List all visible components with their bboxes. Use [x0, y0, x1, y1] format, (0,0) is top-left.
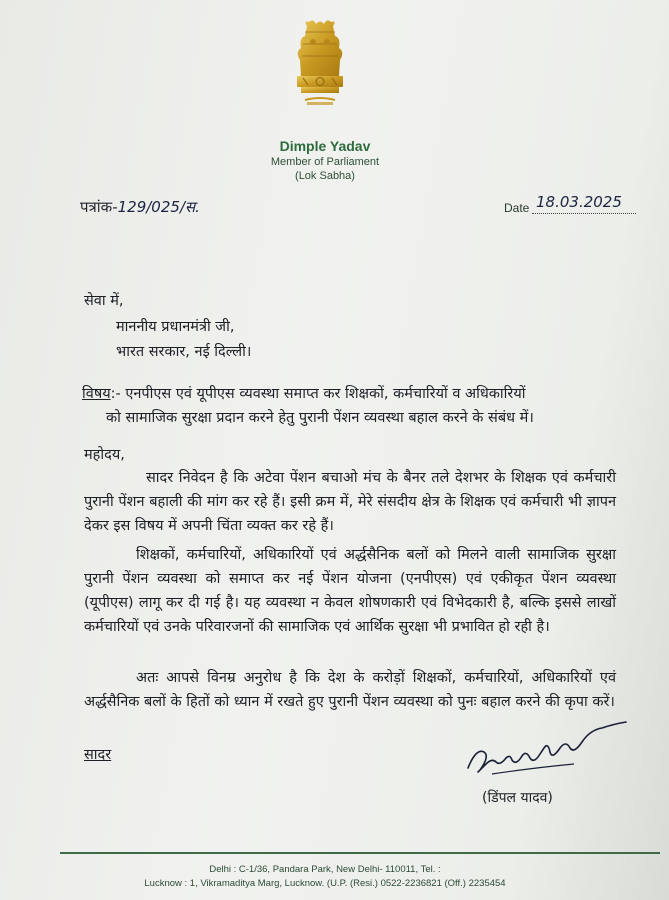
addressee-line: माननीय प्रधानमंत्री जी, [116, 319, 235, 335]
mp-designation: Member of Parliament [270, 156, 380, 168]
closing: सादर [84, 747, 112, 763]
body-paragraph: सादर निवेदन है कि अटेवा पेंशन बचाओ मंच के बैनर तले देशभर के शिक्षक एवं कर्मचारी पुरानी पेंशन बहाली की मांग कर रहे हैं। इसी क्रम में, मेरे संसदीय क्षेत्र के शिक्षक एवं कर्मचारी भी ज्ञापन देकर इस विषय में अपनी चिंता व्यक्त कर रहे हैं। [84, 470, 616, 534]
signature-icon [462, 718, 632, 780]
reference-value: 129/025/स. [117, 198, 200, 216]
subject-text-2: को सामाजिक सुरक्षा प्रदान करने हेतु पुरानी पेंशन व्यवस्था बहाल करने के संबंध में। [106, 410, 534, 426]
footer-address-lucknow: Lucknow : 1, Vikramaditya Marg, Lucknow. (U.P. (Resi.) 0522-2236821 (Off.) 2235454 [144, 878, 506, 889]
body-paragraph: अतः आपसे विनम्र अनुरोध है कि देश के करोड़ों शिक्षकों, कर्मचारियों, अधिकारियों एवं अर्द्धसैनिक बलों के हितों को ध्यान में रखते हुए पुरानी पेंशन व्यवस्था को पुनः बहाल करने की कृपा करें। [84, 670, 616, 710]
subject-line [82, 383, 526, 403]
signatory-name: (डिंपल यादव) [482, 790, 553, 806]
reference-label: पत्रांक- [80, 198, 118, 216]
footer-address-delhi: Delhi : C-1/36, Pandara Park, New Delhi- 110011, Tel. : [209, 864, 441, 875]
addressee-line: भारत सरकार, नई दिल्ली। [116, 344, 252, 360]
mp-house: (Lok Sabha) [295, 170, 355, 182]
addressee-line: सेवा में, [84, 293, 124, 309]
subject-text-1: :- एनपीएस एवं यूपीएस व्यवस्था समाप्त कर शिक्षकों, कर्मचारियों व अधिकारियों [110, 386, 526, 402]
salutation: महोदय, [84, 447, 125, 463]
subject-label: विषय [82, 386, 111, 402]
reference-number [80, 197, 200, 217]
date-dotted-line [532, 213, 636, 214]
footer-divider [60, 852, 660, 854]
state-emblem-icon [285, 18, 355, 122]
body-paragraph: शिक्षकों, कर्मचारियों, अधिकारियों एवं अर्द्धसैनिक बलों को मिलने वाली सामाजिक सुरक्षा पुरानी पेंशन व्यवस्था को समाप्त कर नई पेंशन योजना (एनपीएस) एवं एकीकृत पेंशन व्यवस्था (यूपीएस) लागू कर दी गई है। यह व्यवस्था न केवल शोषणकारी एवं विभेदकारी है, बल्कि इससे लाखों कर्मचारियों एवं उनके परिवारजनों की सामाजिक एवं आर्थिक सुरक्षा भी प्रभावित हो रही है। [84, 547, 616, 635]
date-value: 18.03.2025 [536, 193, 622, 211]
mp-name: Dimple Yadav [279, 138, 371, 154]
date-label: Date [504, 201, 530, 215]
